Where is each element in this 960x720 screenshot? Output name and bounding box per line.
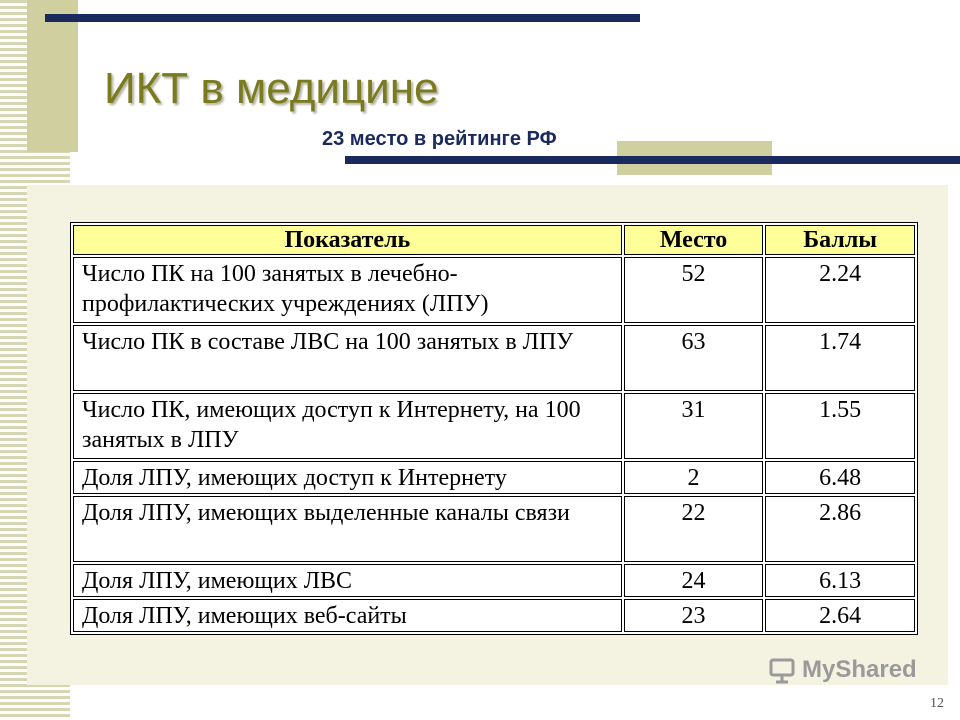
cell-indicator: Доля ЛПУ, имеющих выделенные каналы связи (73, 496, 622, 562)
table-row (73, 393, 915, 459)
table-row (73, 461, 915, 494)
table-row (73, 257, 915, 323)
table-row (73, 564, 915, 597)
cell-place: 52 (624, 257, 764, 323)
header-indicator: Показатель (73, 225, 622, 255)
slide-title: ИКТ в медицине (104, 64, 439, 113)
cell-place: 31 (624, 393, 764, 459)
logo-text: MyShared (802, 656, 917, 683)
cell-score: 6.13 (765, 564, 915, 597)
cell-indicator: Число ПК на 100 занятых в лечебно-профилактических учреждениях (ЛПУ) (73, 257, 622, 323)
cell-score: 2.24 (765, 257, 915, 323)
page-number: 12 (930, 696, 944, 711)
cell-score: 6.48 (765, 461, 915, 494)
cell-score: 2.86 (765, 496, 915, 562)
cell-score: 2.64 (765, 599, 915, 632)
cell-place: 23 (624, 599, 764, 632)
myshared-logo (768, 656, 917, 684)
cell-indicator: Число ПК в составе ЛВС на 100 занятых в ЛПУ (73, 325, 622, 391)
olive-accent-block (27, 0, 78, 152)
top-navy-line (45, 14, 640, 22)
cell-indicator: Число ПК, имеющих доступ к Интернету, на 100 занятых в ЛПУ (73, 393, 622, 459)
cell-place: 24 (624, 564, 764, 597)
header-score: Баллы (765, 225, 915, 255)
cell-indicator: Доля ЛПУ, имеющих доступ к Интернету (73, 461, 622, 494)
cell-indicator: Доля ЛПУ, имеющих веб-сайты (73, 599, 622, 632)
cell-score: 1.74 (765, 325, 915, 391)
slide-subtitle: 23 место в рейтинге РФ (322, 128, 557, 150)
table-header-row (73, 225, 915, 255)
middle-navy-line (345, 156, 960, 164)
table-row (73, 496, 915, 562)
cell-score: 1.55 (765, 393, 915, 459)
cell-place: 63 (624, 325, 764, 391)
table-row (73, 325, 915, 391)
presentation-board-icon (768, 656, 796, 684)
ranking-table (70, 222, 918, 635)
header-place: Место (624, 225, 764, 255)
cell-indicator: Доля ЛПУ, имеющих ЛВС (73, 564, 622, 597)
cell-place: 22 (624, 496, 764, 562)
table-row (73, 599, 915, 632)
cell-place: 2 (624, 461, 764, 494)
